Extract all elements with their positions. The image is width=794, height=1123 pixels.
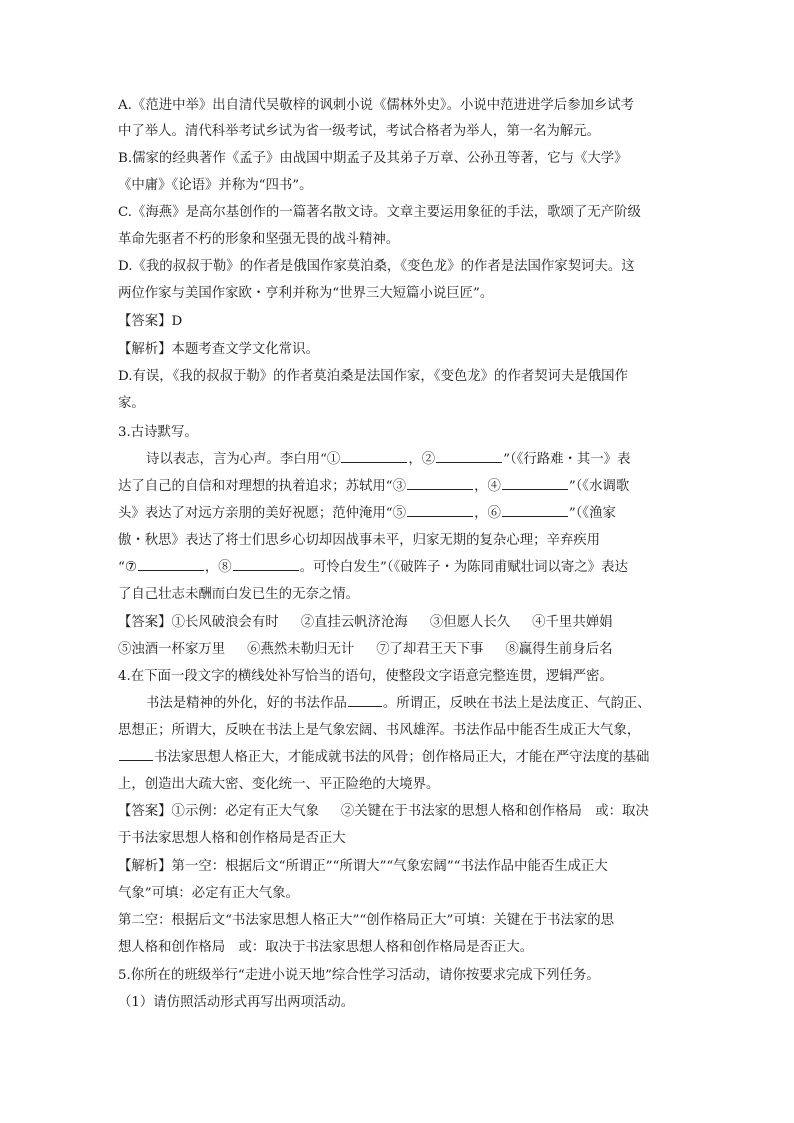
q3-line-1-a: 诗以表志，言为心声。李白用“① bbox=[146, 452, 341, 467]
option-a-line-1: A.《范进中举》出自清代吴敬梓的讽刺小说《儒林外史》。小说中范进进学后参加乡试考 bbox=[118, 98, 635, 113]
option-c-line-1: C.《海燕》是高尔基创作的一篇著名散文诗。文章主要运用象征的手法，歌颂了无产阶级 bbox=[118, 205, 641, 220]
q3-answer-8: ⑧赢得生前身后名 bbox=[505, 642, 613, 657]
q4-para-line-4: 上，创造出大疏大密、变化统一、平正险绝的大境界。 bbox=[118, 777, 440, 792]
blank-2[interactable] bbox=[436, 450, 502, 463]
option-b-line-1: B.儒家的经典著作《孟子》由战国中期孟子及其弟子万章、公孙丑等著，它与《大学》 bbox=[118, 151, 628, 166]
q3-answer-2: ②直挂云帆济沧海 bbox=[300, 615, 408, 630]
q3-line-3-b: ，⑥ bbox=[474, 506, 501, 521]
option-d-line-1: D.《我的叔叔于勒》的作者是俄国作家莫泊桑，《变色龙》的作者是法国作家契诃夫。这 bbox=[118, 259, 635, 274]
option-d-line-2: 两位作家与美国作家欧・亨利并称为“世界三大短篇小说巨匠”。 bbox=[118, 286, 494, 301]
q3-title: 3.古诗默写。 bbox=[118, 425, 198, 440]
q4-answer-line-1 bbox=[118, 802, 678, 822]
blank-1[interactable] bbox=[341, 450, 407, 463]
q2-answer: 【答案】D bbox=[118, 314, 183, 329]
q4-blank-1[interactable] bbox=[348, 694, 382, 707]
blank-6[interactable] bbox=[502, 504, 568, 517]
option-c-line-2: 革命先驱者不朽的形象和坚强无畏的战斗精神。 bbox=[118, 232, 400, 247]
q4-analysis-line-3: 第二空：根据后文“书法家思想人格正大”“创作格局正大”可填：关键在于书法家的思 bbox=[118, 913, 615, 928]
q3-answer-label: 【答案】 bbox=[118, 615, 172, 630]
q5-sub-1: （1）请仿照活动形式再写出两项活动。 bbox=[118, 995, 355, 1010]
q2-analysis-line-3: 家。 bbox=[118, 396, 145, 411]
option-a-line-2: 中了举人。清代科举考试乡试为省一级考试，考试合格者为举人，第一名为解元。 bbox=[118, 124, 601, 139]
q4-answer-2: ②关键在于书法家的思想人格和创作格局 或：取决 bbox=[340, 804, 649, 819]
q3-answer-row-1 bbox=[118, 613, 678, 633]
q3-answer-4: ④千里共婵娟 bbox=[532, 615, 613, 630]
q4-para-line-3 bbox=[118, 748, 678, 768]
q3-line-2-a: 达了自己的自信和对理想的执着追求；苏轼用“③ bbox=[118, 479, 407, 494]
q4-title: 4.在下面一段文字的横线处补写恰当的语句，使整段文字语意完整连贯，逻辑严密。 bbox=[118, 669, 613, 684]
q3-line-4: 傲・秋思》表达了将士们思乡心切却因战事未平，归家无期的复杂心理；辛弃疾用 bbox=[118, 533, 601, 548]
q3-answer-3: ③但愿人长久 bbox=[429, 615, 511, 630]
q3-line-6: 了自己壮志未酬而白发已生的无奈之情。 bbox=[118, 587, 360, 602]
q3-line-1-b: ，② bbox=[408, 452, 436, 467]
q4-para-1-a: 书法是精神的外化，好的书法作品 bbox=[146, 696, 347, 711]
q2-analysis-line-1: 【解析】本题考查文学文化常识。 bbox=[118, 342, 319, 357]
q4-analysis-line-4: 想人格和创作格局 或：取决于书法家思想人格和创作格局是否正大。 bbox=[118, 940, 534, 955]
q3-line-3-c: ”（《渔家 bbox=[568, 506, 616, 521]
q3-line-2-b: ，④ bbox=[474, 479, 501, 494]
blank-8[interactable] bbox=[233, 558, 299, 571]
q3-line-1-c: ”（《行路难・其一》表 bbox=[503, 452, 631, 467]
q3-answer-row-2 bbox=[118, 640, 678, 660]
q5-title: 5.你所在的班级举行“走进小说天地”综合性学习活动，请你按要求完成下列任务。 bbox=[118, 968, 600, 983]
q3-line-5-c: 。可怜白发生”（《破阵子・为陈同甫赋壮词以寄之》表达 bbox=[299, 560, 628, 575]
q4-para-3-text: 书法家思想人格正大，才能成就书法的风骨；创作格局正大，才能在严守法度的基础 bbox=[154, 750, 650, 765]
q4-para-1-b: 。所谓正，反映在书法上是法度正、气韵正、 bbox=[382, 696, 651, 711]
q4-answer-line-2: 于书法家思想人格和创作格局是否正大 bbox=[118, 831, 346, 846]
blank-4[interactable] bbox=[502, 477, 568, 490]
q4-analysis-line-1: 【解析】第一空：根据后文“所谓正”“所谓大”“气象宏阔”“书法作品中能否生成正大 bbox=[118, 859, 608, 874]
q3-line-5 bbox=[118, 558, 678, 578]
q4-para-line-1 bbox=[146, 694, 678, 714]
q3-line-3-a: 头》表达了对远方亲朋的美好祝愿；范仲淹用“⑤ bbox=[118, 506, 407, 521]
q3-answer-1: ①长风破浪会有时 bbox=[171, 615, 279, 630]
q2-analysis-line-2: D.有误，《我的叔叔于勒》的作者莫泊桑是法国作家，《变色龙》的作者契诃夫是俄国作 bbox=[118, 369, 628, 384]
q3-line-3 bbox=[118, 504, 678, 524]
q4-answer-1: 【答案】①示例：必定有正大气象 bbox=[118, 804, 319, 819]
q3-line-2 bbox=[118, 477, 678, 497]
q3-line-5-a: “⑦ bbox=[118, 560, 137, 575]
q3-line-1 bbox=[146, 450, 678, 470]
q4-analysis-line-2: 气象”可填：必定有正大气象。 bbox=[118, 886, 299, 901]
blank-7[interactable] bbox=[138, 558, 204, 571]
q3-answer-5: ⑤浊酒一杯家万里 bbox=[118, 642, 226, 657]
option-b-line-2: 《中庸》《论语》并称为“四书”。 bbox=[118, 178, 313, 193]
q3-answer-6: ⑥燕然未勒归无计 bbox=[247, 642, 355, 657]
blank-5[interactable] bbox=[407, 504, 473, 517]
q4-para-line-2: 思想正；所谓大，反映在书法上是气象宏阔、书风雄浑。书法作品中能否生成正大气象， bbox=[118, 723, 641, 738]
blank-3[interactable] bbox=[407, 477, 473, 490]
q3-answer-7: ⑦了却君王天下事 bbox=[376, 642, 484, 657]
q3-line-2-c: ”（《水调歌 bbox=[568, 479, 630, 494]
q4-blank-2[interactable] bbox=[119, 748, 153, 761]
q3-line-5-b: ，⑧ bbox=[204, 560, 232, 575]
